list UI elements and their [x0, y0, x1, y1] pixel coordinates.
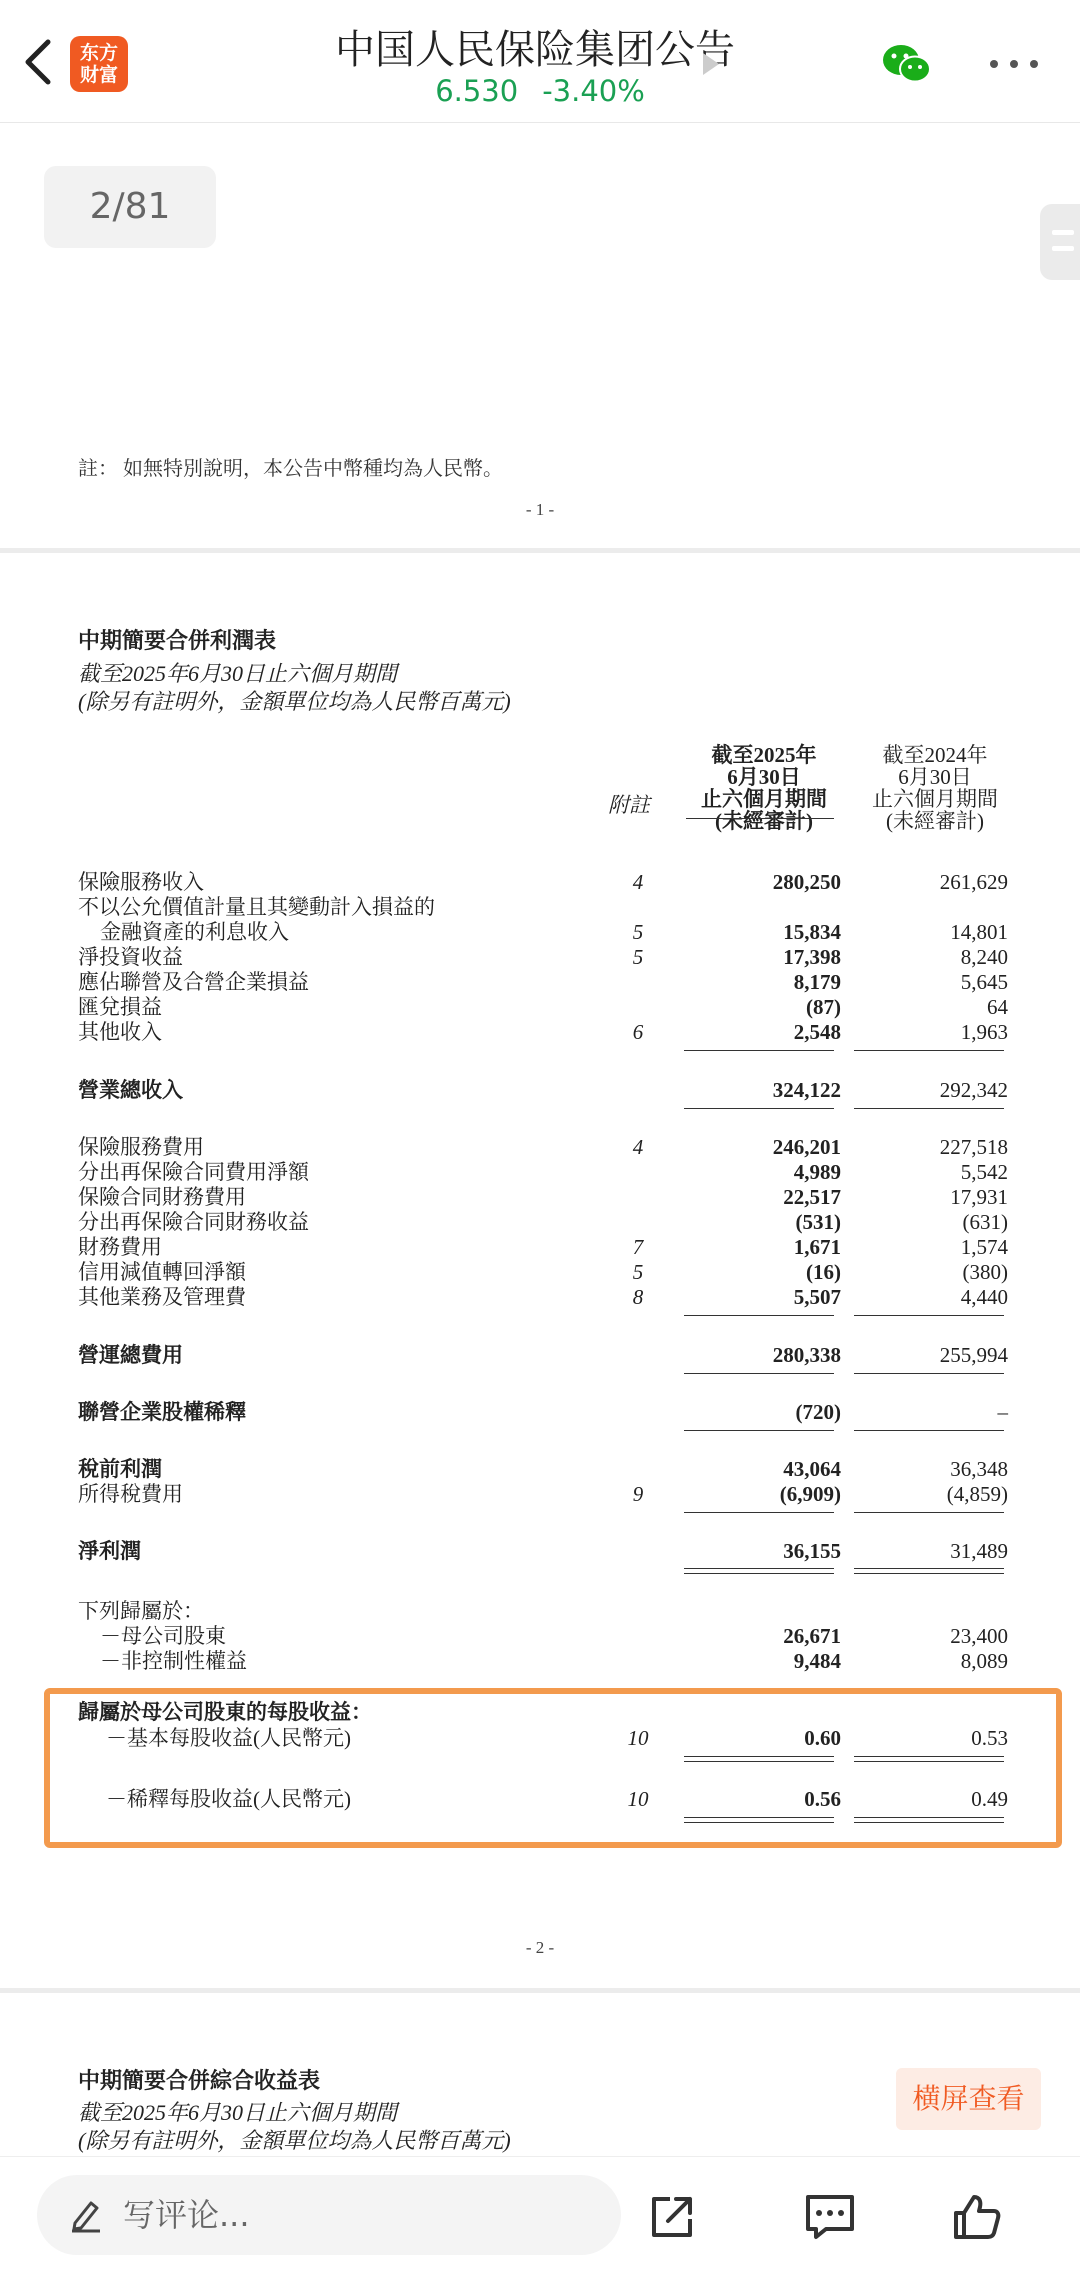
column-header-2025: 截至2025年 6月30日 止六個月期間 (未經審計) — [701, 743, 827, 833]
table-row: 不以公允價值計量且其變動計入損益的 — [78, 895, 435, 919]
page-separator — [0, 548, 1080, 553]
table-row-total: 淨利潤 36,155 31,489 — [78, 1539, 1008, 1563]
section-title: 中期簡要合併綜合收益表 — [78, 2068, 321, 2093]
table-row: 信用減值轉回淨額 5 (16) (380) — [78, 1260, 1008, 1284]
table-row: 保險服務費用 4 246,201 227,518 — [78, 1135, 1008, 1159]
landscape-view-button[interactable]: 横屏查看 — [896, 2068, 1041, 2130]
table-row: 其他業務及管理費 8 5,507 4,440 — [78, 1285, 1008, 1309]
page-number: - 2 - — [525, 1938, 555, 1957]
comment-icon[interactable] — [804, 2193, 856, 2241]
comment-placeholder: 写评论... — [123, 2196, 250, 2234]
table-row: 財務費用 7 1,671 1,574 — [78, 1235, 1008, 1259]
column-header-2024: 截至2024年 6月30日 止六個月期間 (未經審計) — [872, 743, 998, 833]
play-icon[interactable] — [703, 53, 719, 75]
section-title: 中期簡要合併利潤表 — [78, 628, 277, 653]
wechat-share-icon[interactable] — [881, 42, 933, 86]
total-underline — [684, 1430, 834, 1431]
currency-note: 註： 如無特別說明，本公告中幣種均為人民幣。 — [78, 458, 503, 480]
table-row: 保險服務收入 4 280,250 261,629 — [78, 870, 1008, 894]
column-header-note: 附註 — [608, 793, 650, 817]
table-row-eps: －稀釋每股收益(人民幣元) 10 0.56 0.49 — [106, 1787, 1008, 1811]
table-row: 分出再保險合同財務收益 (531) (631) — [78, 1210, 1008, 1234]
table-row-total: 營業總收入 324,122 292,342 — [78, 1078, 1008, 1102]
page-title: 中国人民保险集团公告 — [335, 27, 735, 73]
header-underline — [686, 818, 834, 819]
stock-change: -3.40% — [542, 74, 645, 108]
subtotal-underline — [684, 1315, 834, 1316]
table-row: 歸屬於母公司股東的每股收益： — [78, 1700, 372, 1724]
table-row: 分出再保險合同費用淨額 4,989 5,542 — [78, 1160, 1008, 1184]
pencil-icon — [69, 2197, 103, 2233]
stock-price: 6.530 — [435, 74, 519, 108]
table-row: 下列歸屬於： — [78, 1599, 204, 1623]
subtotal-underline — [854, 1512, 1004, 1513]
app-logo: 东方 财富 — [70, 36, 128, 92]
total-underline — [684, 1108, 834, 1109]
table-row: 金融資產的利息收入 5 15,834 14,801 — [100, 920, 1008, 944]
table-row: 應佔聯營及合營企業損益 8,179 5,645 — [78, 970, 1008, 994]
total-underline — [854, 1108, 1004, 1109]
table-row-total: 營運總費用 280,338 255,994 — [78, 1343, 1008, 1367]
table-row: －非控制性權益 9,484 8,089 — [100, 1649, 1008, 1673]
share-icon[interactable] — [648, 2193, 696, 2241]
app-header — [0, 0, 1080, 123]
table-row: －母公司股東 26,671 23,400 — [100, 1624, 1008, 1648]
section-subtitle: 截至2025年6月30日止六個月期間 — [78, 2100, 398, 2125]
side-drawer-handle[interactable] — [1040, 204, 1080, 280]
subtotal-underline — [854, 1050, 1004, 1051]
section-subtitle: (除另有註明外，金額單位均為人民幣百萬元) — [78, 2128, 511, 2153]
page-indicator: 2/81 — [44, 166, 216, 248]
table-row: 保險合同財務費用 22,517 17,931 — [78, 1185, 1008, 1209]
eps-highlight-box — [44, 1688, 1062, 1848]
table-row: 所得稅費用 9 (6,909) (4,859) — [78, 1482, 1008, 1506]
table-row-total: 聯營企業股權稀釋 (720) – — [78, 1400, 1008, 1424]
total-underline — [854, 1430, 1004, 1431]
page-number: - 1 - — [525, 500, 555, 519]
bottom-action-bar — [0, 2156, 1080, 2274]
subtotal-underline — [684, 1512, 834, 1513]
double-underline — [854, 1568, 1004, 1574]
total-underline — [684, 1373, 834, 1374]
table-row: 稅前利潤 43,064 36,348 — [78, 1457, 1008, 1481]
total-underline — [854, 1373, 1004, 1374]
subtotal-underline — [684, 1050, 834, 1051]
table-row: 其他收入 6 2,548 1,963 — [78, 1020, 1008, 1044]
table-row: 淨投資收益 5 17,398 8,240 — [78, 945, 1008, 969]
page-separator — [0, 1988, 1080, 1993]
subtotal-underline — [854, 1315, 1004, 1316]
like-icon[interactable] — [952, 2193, 1002, 2241]
table-row-eps: －基本每股收益(人民幣元) 10 0.60 0.53 — [106, 1726, 1008, 1750]
comment-input[interactable] — [37, 2175, 621, 2255]
table-row: 匯兌損益 (87) 64 — [78, 995, 1008, 1019]
section-subtitle: 截至2025年6月30日止六個月期間 — [78, 661, 398, 686]
double-underline — [684, 1568, 834, 1574]
more-options-icon[interactable] — [990, 60, 1038, 70]
section-subtitle: (除另有註明外，金額單位均為人民幣百萬元) — [78, 689, 511, 714]
